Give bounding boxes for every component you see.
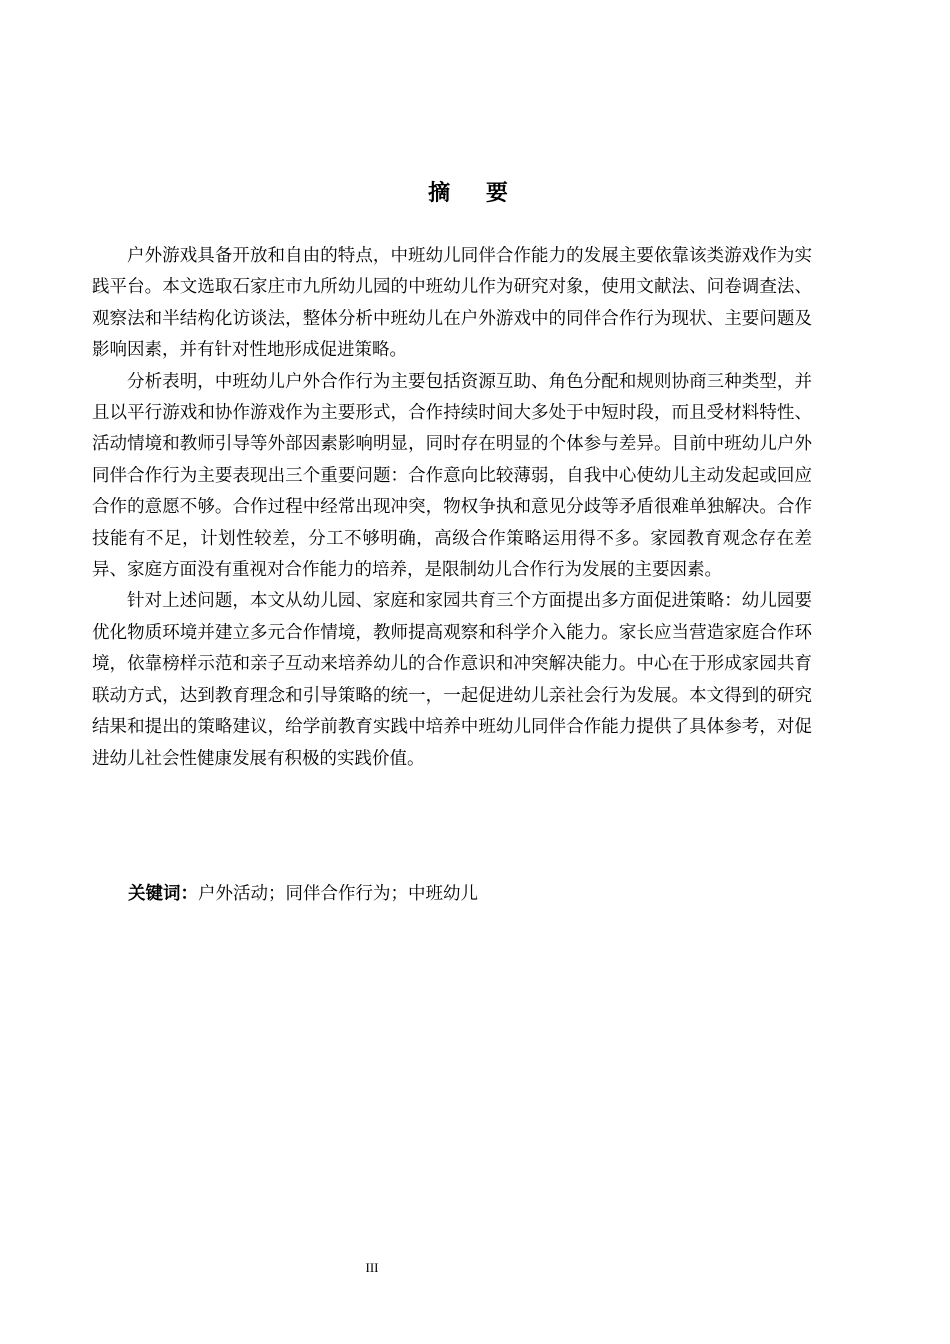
abstract-paragraph-3: 针对上述问题，本文从幼儿园、家庭和家园共育三个方面提出多方面促进策略：幼儿园要优化物质环境并建立多元合作情境，教师提高观察和科学介入能力。家长应当营造家庭合作环境，依靠榜样示范和亲子互动来培养幼儿的合作意识和冲突解决能力。中心在于形成家园共育联动方式，达到教育理念和引导策略的统一，一起促进幼儿亲社会行为发展。本文得到的研究结果和提出的策略建议，给学前教育实践中培养中班幼儿同伴合作能力提供了具体参考，对促进幼儿社会性健康发展有积极的实践价值。: [92, 591, 812, 769]
abstract-paragraph-1: 户外游戏具备开放和自由的特点，中班幼儿同伴合作能力的发展主要依靠该类游戏作为实践平台。本文选取石家庄市九所幼儿园的中班幼儿作为研究对象，使用文献法、问卷调查法、观察法和半结构化访谈法，整体分析中班幼儿在户外游戏中的同伴合作行为现状、主要问题及影响因素，并有针对性地形成促进策略。: [92, 246, 812, 361]
abstract-body: [92, 241, 812, 775]
keywords-label: 关键词：: [128, 884, 198, 904]
keywords-text: 户外活动；同伴合作行为；中班幼儿: [198, 884, 478, 904]
abstract-paragraph-2: 分析表明，中班幼儿户外合作行为主要包括资源互助、角色分配和规则协商三种类型，并且以平行游戏和协作游戏作为主要形式，合作持续时间大多处于中短时段，而且受材料特性、活动情境和教师引导等外部因素影响明显，同时存在明显的个体参与差异。目前中班幼儿户外同伴合作行为主要表现出三个重要问题：合作意向比较薄弱，自我中心使幼儿主动发起或回应合作的意愿不够。合作过程中经常出现冲突，物权争执和意见分歧等矛盾很难单独解决。合作技能有不足，计划性较差，分工不够明确，高级合作策略运用得不多。家园教育观念存在差异、家庭方面没有重视对合作能力的培养，是限制幼儿合作行为发展的主要因素。: [92, 371, 812, 581]
abstract-title: 摘 要: [428, 181, 522, 206]
keywords-line: [128, 879, 478, 910]
page-number: III: [365, 1260, 379, 1275]
